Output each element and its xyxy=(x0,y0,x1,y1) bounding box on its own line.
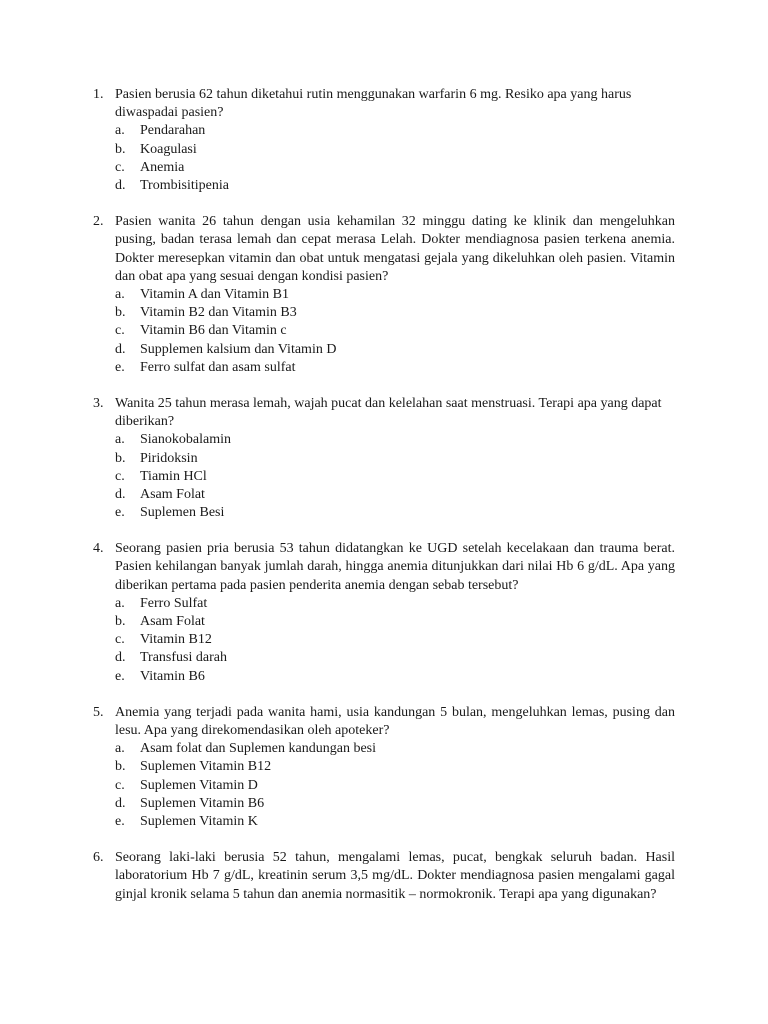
option-item xyxy=(0,141,768,159)
option-item xyxy=(0,341,768,359)
option-item xyxy=(0,631,768,649)
option-letter: b. xyxy=(115,614,126,630)
option-text: Ferro sulfat dan asam sulfat xyxy=(140,359,296,375)
option-text: Vitamin B6 xyxy=(140,668,205,684)
option-letter: a. xyxy=(115,595,125,611)
option-letter: c. xyxy=(115,468,125,484)
option-item xyxy=(0,468,768,486)
option-item xyxy=(0,740,768,758)
question-number: 2. xyxy=(93,214,104,230)
option-text: Ferro Sulfat xyxy=(140,595,208,611)
option-item xyxy=(0,613,768,631)
option-letter: d. xyxy=(115,341,126,357)
option-list xyxy=(0,595,768,686)
option-item xyxy=(0,668,768,686)
option-letter: d. xyxy=(115,650,126,666)
question-number: 3. xyxy=(93,395,104,411)
option-list xyxy=(0,286,768,377)
option-text: Tiamin HCl xyxy=(140,468,207,484)
option-item xyxy=(0,322,768,340)
question-stem: Seorang laki-laki berusia 52 tahun, mengalami lemas, pucat, bengkak seluruh badan. Hasil laboratorium Hb 7 g/dL, kreatinin serum 3,5 mg/dL. Dokter mendiagnosa pasien mengalami gagal ginjal kronik selama 5 tahun dan anemia normasitik – normokronik. Terapi apa yang digunakan? xyxy=(115,850,675,902)
option-item xyxy=(0,286,768,304)
question-number: 5. xyxy=(93,704,104,720)
document-page xyxy=(0,86,768,922)
option-letter: c. xyxy=(115,159,125,175)
option-item xyxy=(0,122,768,140)
option-letter: a. xyxy=(115,286,125,302)
option-letter: e. xyxy=(115,813,125,829)
option-item xyxy=(0,177,768,195)
question-6 xyxy=(0,849,768,904)
option-item xyxy=(0,504,768,522)
option-item xyxy=(0,649,768,667)
option-item xyxy=(0,795,768,813)
option-text: Sianokobalamin xyxy=(140,432,231,448)
question-number: 1. xyxy=(93,87,104,102)
question-3 xyxy=(0,395,768,522)
option-text: Vitamin B2 dan Vitamin B3 xyxy=(140,305,297,321)
option-letter: d. xyxy=(115,795,126,811)
option-letter: a. xyxy=(115,432,125,448)
option-item xyxy=(0,595,768,613)
option-item xyxy=(0,450,768,468)
question-1 xyxy=(0,86,768,195)
question-number: 4. xyxy=(93,541,104,557)
question-4 xyxy=(0,540,768,686)
option-list xyxy=(0,431,768,522)
option-text: Vitamin B6 dan Vitamin c xyxy=(140,323,287,339)
option-text: Vitamin A dan Vitamin B1 xyxy=(140,286,289,302)
option-text: Asam folat dan Suplemen kandungan besi xyxy=(140,741,377,757)
option-text: Anemia xyxy=(140,159,185,175)
option-letter: e. xyxy=(115,668,125,684)
option-text: Koagulasi xyxy=(140,141,197,157)
option-text: Suplemen Vitamin D xyxy=(140,777,258,793)
option-letter: b. xyxy=(115,759,126,775)
question-2 xyxy=(0,213,768,377)
option-letter: d. xyxy=(115,486,126,502)
option-item xyxy=(0,486,768,504)
option-letter: a. xyxy=(115,741,125,757)
option-list xyxy=(0,122,768,195)
question-stem: Seorang pasien pria berusia 53 tahun didatangkan ke UGD setelah kecelakaan dan trauma berat. Pasien kehilangan banyak jumlah darah, hingga anemia ditunjukkan dari nilai Hb 6 g/dL. Apa yang diberikan pertama pada pasien penderita anemia dengan sebab tersebut? xyxy=(115,541,675,593)
option-letter: e. xyxy=(115,359,125,375)
option-text: Piridoksin xyxy=(140,450,198,466)
question-stem: Pasien berusia 62 tahun diketahui rutin menggunakan warfarin 6 mg. Resiko apa yang harus diwaspadai pasien? xyxy=(115,87,632,121)
option-letter: c. xyxy=(115,777,125,793)
question-stem: Pasien wanita 26 tahun dengan usia kehamilan 32 minggu dating ke klinik dan mengeluhkan pusing, badan terasa lemah dan cepat merasa Lelah. Dokter mendiagnosa pasien terkena anemia. Dokter meresepkan vitamin dan obat untuk mengatasi gejala yang dikeluhkan oleh pasien. Vitamin dan obat apa yang sesuai dengan kondisi pasien? xyxy=(115,214,675,284)
question-5 xyxy=(0,704,768,831)
option-letter: c. xyxy=(115,632,125,648)
option-text: Suplemen Vitamin B12 xyxy=(140,759,272,775)
option-text: Pendarahan xyxy=(140,123,206,139)
option-item xyxy=(0,758,768,776)
option-text: Trombisitipenia xyxy=(140,177,229,193)
option-text: Supplemen kalsium dan Vitamin D xyxy=(140,341,337,357)
option-item xyxy=(0,304,768,322)
option-letter: c. xyxy=(115,323,125,339)
option-text: Vitamin B12 xyxy=(140,632,212,648)
option-text: Suplemen Vitamin B6 xyxy=(140,795,265,811)
question-number: 6. xyxy=(93,850,104,866)
option-list xyxy=(0,740,768,831)
option-letter: b. xyxy=(115,450,126,466)
option-item xyxy=(0,431,768,449)
option-letter: b. xyxy=(115,305,126,321)
option-item xyxy=(0,359,768,377)
option-letter: b. xyxy=(115,141,126,157)
option-item xyxy=(0,813,768,831)
option-text: Asam Folat xyxy=(140,614,205,630)
option-text: Asam Folat xyxy=(140,486,205,502)
option-letter: e. xyxy=(115,505,125,521)
option-item xyxy=(0,777,768,795)
option-text: Transfusi darah xyxy=(140,650,227,666)
question-stem: Anemia yang terjadi pada wanita hami, usia kandungan 5 bulan, mengeluhkan lemas, pusing dan lesu. Apa yang direkomendasikan oleh apoteker? xyxy=(115,704,675,738)
option-letter: d. xyxy=(115,177,126,193)
option-text: Suplemen Vitamin K xyxy=(140,813,258,829)
option-item xyxy=(0,159,768,177)
question-stem: Wanita 25 tahun merasa lemah, wajah pucat dan kelelahan saat menstruasi. Terapi apa yang dapat diberikan? xyxy=(115,395,662,430)
option-letter: a. xyxy=(115,123,125,139)
option-text: Suplemen Besi xyxy=(140,505,225,521)
